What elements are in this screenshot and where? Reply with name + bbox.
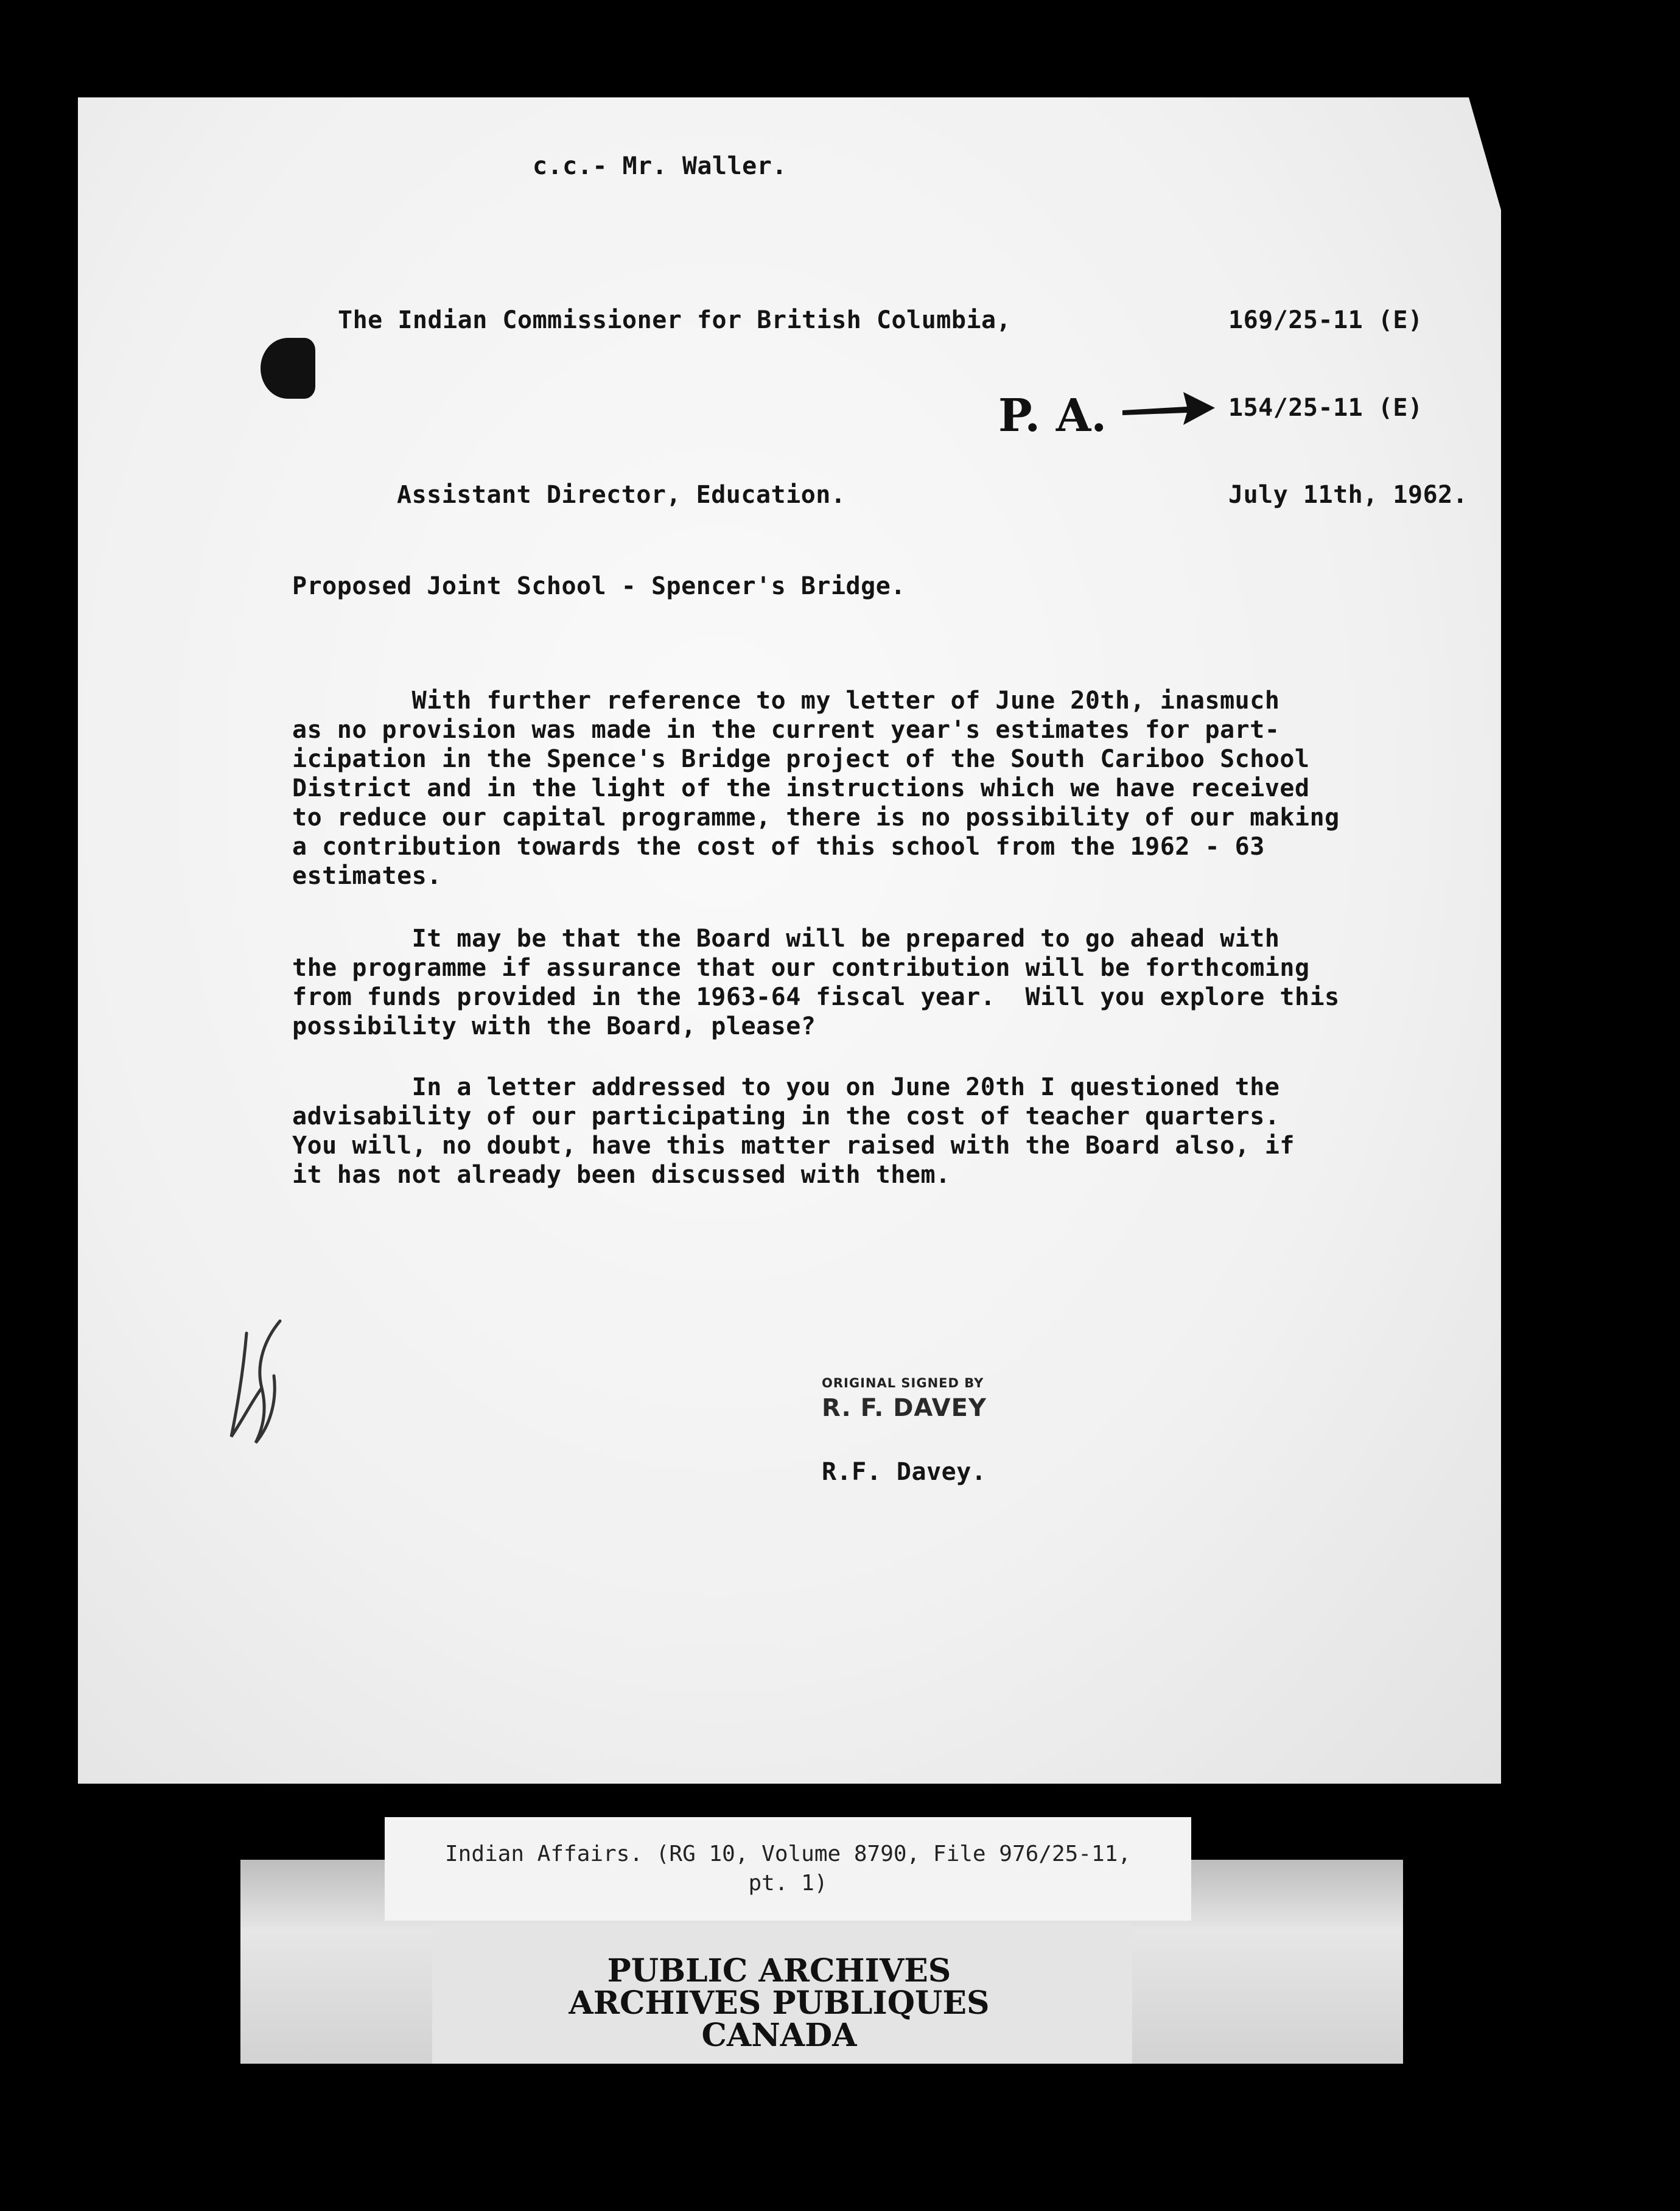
archive-card-line-2: pt. 1) bbox=[748, 1871, 828, 1896]
signature-line: R.F. Davey. bbox=[822, 1458, 987, 1486]
archive-reference-card bbox=[385, 1817, 1191, 1921]
archive-stamp-line-3: CANADA bbox=[701, 2017, 857, 2054]
letter-date: July 11th, 1962. bbox=[1228, 481, 1468, 509]
body-paragraph-3: In a letter addressed to you on June 20th I questioned the advisability of our participating in the cost of teacher quarters. You will, no doubt, have this matter raised with the Board also, if it has not already been discussed with them. bbox=[292, 1073, 1295, 1189]
subject-line: Proposed Joint School - Spencer's Bridge. bbox=[292, 572, 906, 600]
body-paragraph-1: With further reference to my letter of June 20th, inasmuch as no provision was made in the current year's estimates for part- icipation in the Spence's Bridge project of the South Cariboo School District and in the light of the instructions which we have received to reduce our capital programme, there is no possibility of our making a contribution towards the cost of this school from the 1962 - 63 estimates. bbox=[292, 687, 1340, 890]
file-reference: 169/25-11 (E) bbox=[1228, 306, 1423, 334]
archive-card-line-1: Indian Affairs. (RG 10, Volume 8790, File 976/25-11, bbox=[444, 1841, 1132, 1866]
pa-mark: P. A. bbox=[998, 390, 1107, 442]
archive-stamp-line-1: PUBLIC ARCHIVES bbox=[607, 1952, 951, 1989]
sender-line: Assistant Director, Education. bbox=[397, 481, 846, 509]
cc-line: c.c.- Mr. Waller. bbox=[533, 152, 787, 180]
signed-stamp-label: ORIGINAL SIGNED BY bbox=[822, 1376, 984, 1390]
recipient-line: The Indian Commissioner for British Columbia, bbox=[338, 306, 1012, 334]
signed-stamp-name: R. F. DAVEY bbox=[822, 1394, 987, 1422]
arrow-right-icon bbox=[1120, 384, 1217, 432]
archive-stamp-line-2: ARCHIVES PUBLIQUES bbox=[569, 1985, 990, 2022]
handwritten-mark bbox=[219, 1315, 292, 1449]
pa-reference: 154/25-11 (E) bbox=[1228, 394, 1423, 422]
body-paragraph-2: It may be that the Board will be prepared to go ahead with the programme if assurance that our contribution will be forthcoming from funds provided in the 1963-64 fiscal year. Will you explore this possibility with the Board, please? bbox=[292, 925, 1340, 1040]
punch-hole bbox=[261, 338, 315, 399]
